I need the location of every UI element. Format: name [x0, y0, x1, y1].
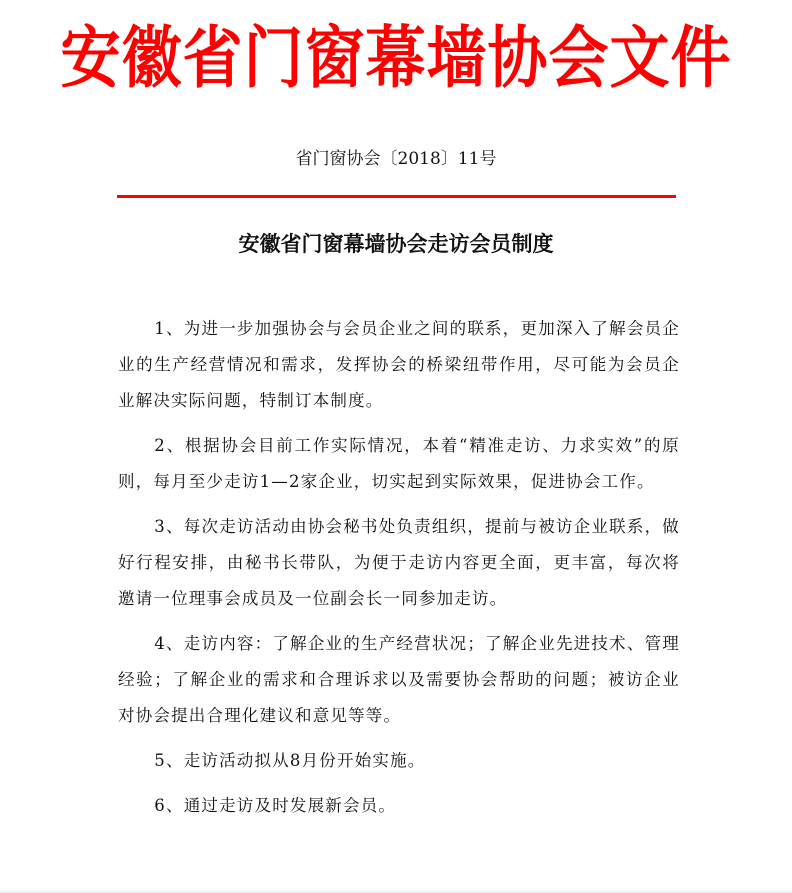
paragraph-1: 1、为进一步加强协会与会员企业之间的联系，更加深入了解会员企业的生产经营情况和需求，发挥协会的桥梁纽带作用，尽可能为会员企业解决实际问题，特制订本制度。	[118, 319, 680, 410]
paragraph-5: 5、走访活动拟从8月份开始实施。	[154, 751, 426, 770]
paragraph-3: 3、每次走访活动由协会秘书处负责组织，提前与被访企业联系，做好行程安排，由秘书长带队，为便于走访内容更全面，更丰富，每次将邀请一位理事会成员及一位副会长一同参加走访。	[118, 517, 680, 608]
document-number: 省门窗协会〔2018〕11号	[295, 149, 497, 169]
red-divider-line	[117, 195, 676, 198]
document-title: 安徽省门窗幕墙协会走访会员制度	[238, 232, 554, 256]
document-body	[118, 311, 680, 833]
letterhead-title: 安徽省门窗幕墙协会文件	[60, 19, 732, 99]
paragraph-4: 4、走访内容：了解企业的生产经营状况；了解企业先进技术、管理经验；了解企业的需求和合理诉求以及需要协会帮助的问题；被访企业对协会提出合理化建议和意见等等。	[118, 634, 680, 725]
paragraph-6: 6、通过走访及时发展新会员。	[154, 796, 397, 815]
paragraph-2: 2、根据协会目前工作实际情况，本着“精准走访、力求实效”的原则，每月至少走访1—2家企业，切实起到实际效果，促进协会工作。	[118, 436, 680, 491]
